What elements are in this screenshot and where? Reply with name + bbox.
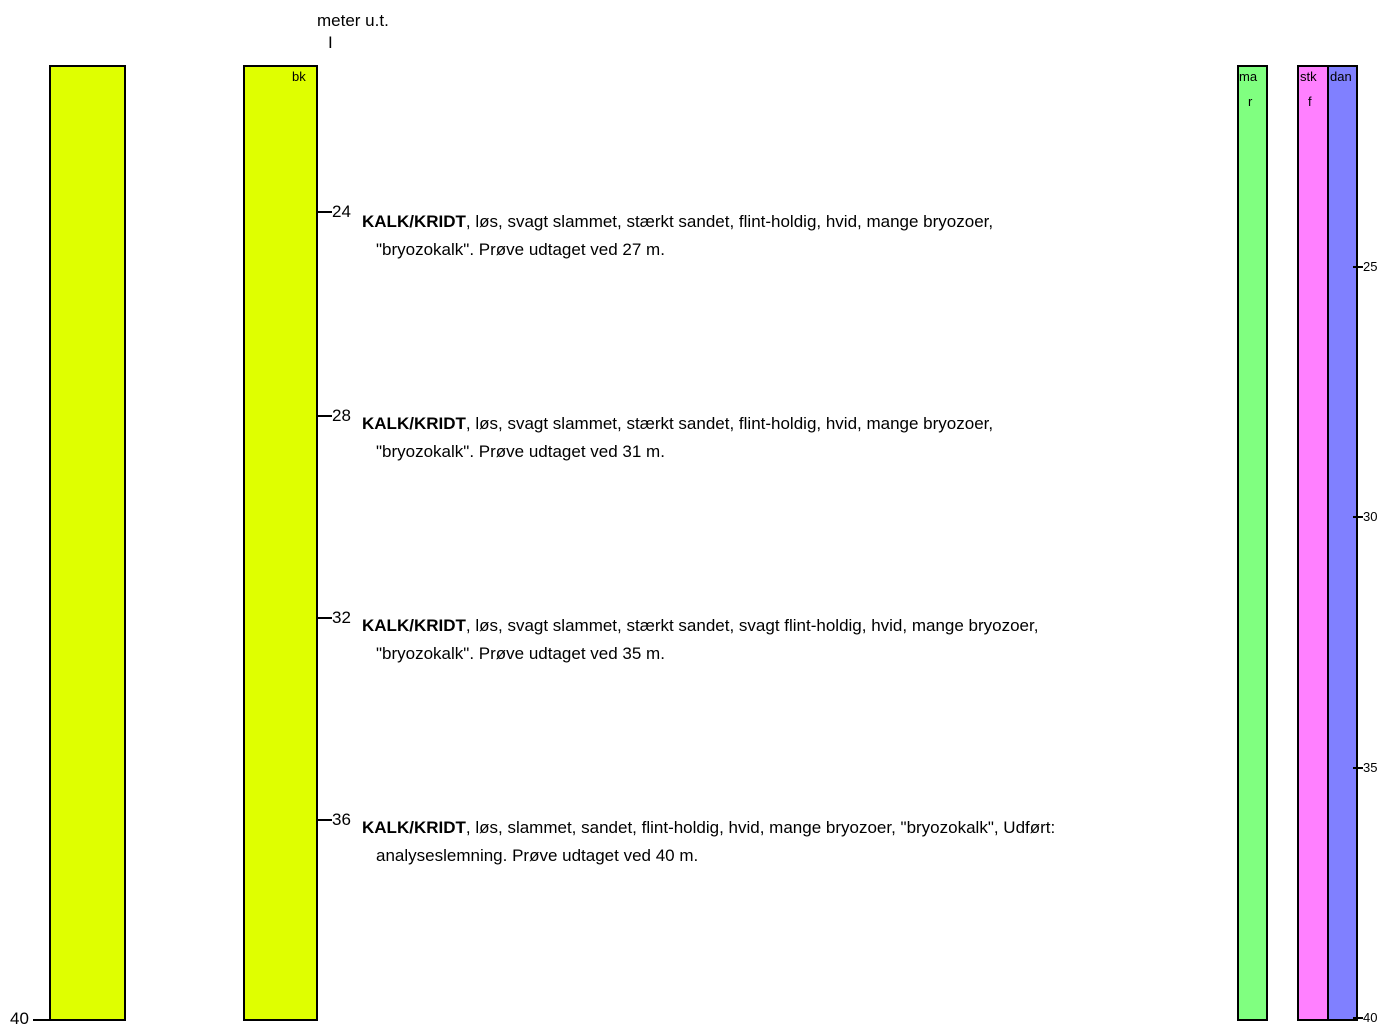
description-text: , løs, svagt slammet, stærkt sandet, svagt flint-holdig, hvid, mange bryozoer,	[465, 616, 1039, 635]
depth-tick-label: 32	[332, 608, 351, 627]
right-scale-tick	[1353, 516, 1363, 518]
description-text: , løs, svagt slammet, stærkt sandet, flint-holdig, hvid, mange bryozoer,	[465, 414, 994, 433]
right-scale-tick	[1353, 266, 1363, 268]
description-rock-type: KALK/KRIDT	[362, 818, 466, 837]
description-line: "bryozokalk". Prøve udtaget ved 31 m.	[376, 442, 665, 461]
unit-marker: I	[328, 33, 333, 52]
description-line: "bryozokalk". Prøve udtaget ved 27 m.	[376, 240, 665, 259]
strat-column-dan	[1327, 65, 1358, 1021]
depth-tick	[318, 211, 332, 213]
chalk-pattern-rows	[126, 65, 243, 1021]
strat-label: f	[1308, 94, 1312, 109]
right-scale-tick	[1353, 767, 1363, 769]
depth-tick	[318, 415, 332, 417]
strat-column-mar	[1237, 65, 1268, 1021]
description-line	[362, 211, 993, 233]
lithology-code: bk	[292, 69, 306, 84]
depth-tick-label: 36	[332, 810, 351, 829]
description-line	[362, 615, 1038, 637]
depth-tick-label: 28	[332, 406, 351, 425]
depth-tick	[318, 819, 332, 821]
right-scale-tick	[1353, 1017, 1363, 1019]
description-rock-type: KALK/KRIDT	[362, 616, 466, 635]
unit-label: meter u.t.	[317, 11, 389, 30]
depth-tick-label: 24	[332, 202, 351, 221]
description-line	[362, 817, 1055, 839]
strat-column-stkf	[1297, 65, 1329, 1021]
description-text: , løs, slammet, sandet, flint-holdig, hvid, mange bryozoer, "bryozokalk", Udført:	[465, 818, 1056, 837]
description-text: , løs, svagt slammet, stærkt sandet, flint-holdig, hvid, mange bryozoer,	[465, 212, 994, 231]
strat-label: ma	[1239, 69, 1258, 84]
strat-label: r	[1248, 94, 1253, 109]
right-scale-label: 30	[1363, 509, 1378, 524]
right-scale-label: 40	[1363, 1010, 1378, 1025]
description-rock-type: KALK/KRIDT	[362, 212, 466, 231]
strat-label: stk	[1300, 69, 1317, 84]
right-scale-label: 25	[1363, 259, 1378, 274]
description-line: "bryozokalk". Prøve udtaget ved 35 m.	[376, 644, 665, 663]
depth-tick	[318, 617, 332, 619]
depth-bottom-tick	[33, 1019, 49, 1021]
right-scale-label: 35	[1363, 760, 1378, 775]
description-line	[362, 413, 993, 435]
strat-label: dan	[1330, 69, 1352, 84]
description-rock-type: KALK/KRIDT	[362, 414, 466, 433]
description-line: analyseslemning. Prøve udtaget ved 40 m.	[376, 846, 699, 865]
depth-bottom-label: 40	[10, 1009, 29, 1028]
